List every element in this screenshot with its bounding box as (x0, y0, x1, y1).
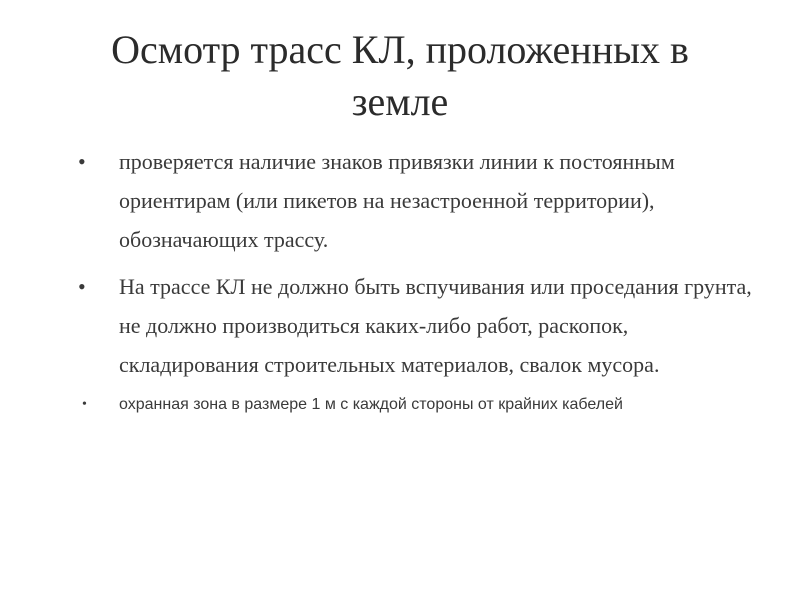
slide-title: Осмотр трасс КЛ, проложенных в земле (111, 27, 689, 124)
bullet-text-3: охранная зона в размере 1 м с каждой стороны от крайних кабелей (119, 396, 623, 413)
bullet-text-1: проверяется наличие знаков привязки линии к постоянным ориентирам (или пикетов на незастроенной территории), обозначающих трассу. (119, 149, 675, 252)
bullet-item-2 (78, 267, 758, 384)
bullet-list (78, 142, 758, 420)
bullet-marker-icon: • (82, 397, 87, 412)
bullet-text-2: На трассе КЛ не должно быть вспучивания или проседания грунта, не должно производиться каких-либо работ, раскопок, складирования строительных материалов, свалок мусора. (119, 274, 752, 377)
bullet-item-3 (78, 390, 758, 420)
bullet-marker-icon: • (78, 149, 86, 174)
bullet-marker-icon: • (78, 274, 86, 299)
bullet-item-1 (78, 142, 758, 259)
